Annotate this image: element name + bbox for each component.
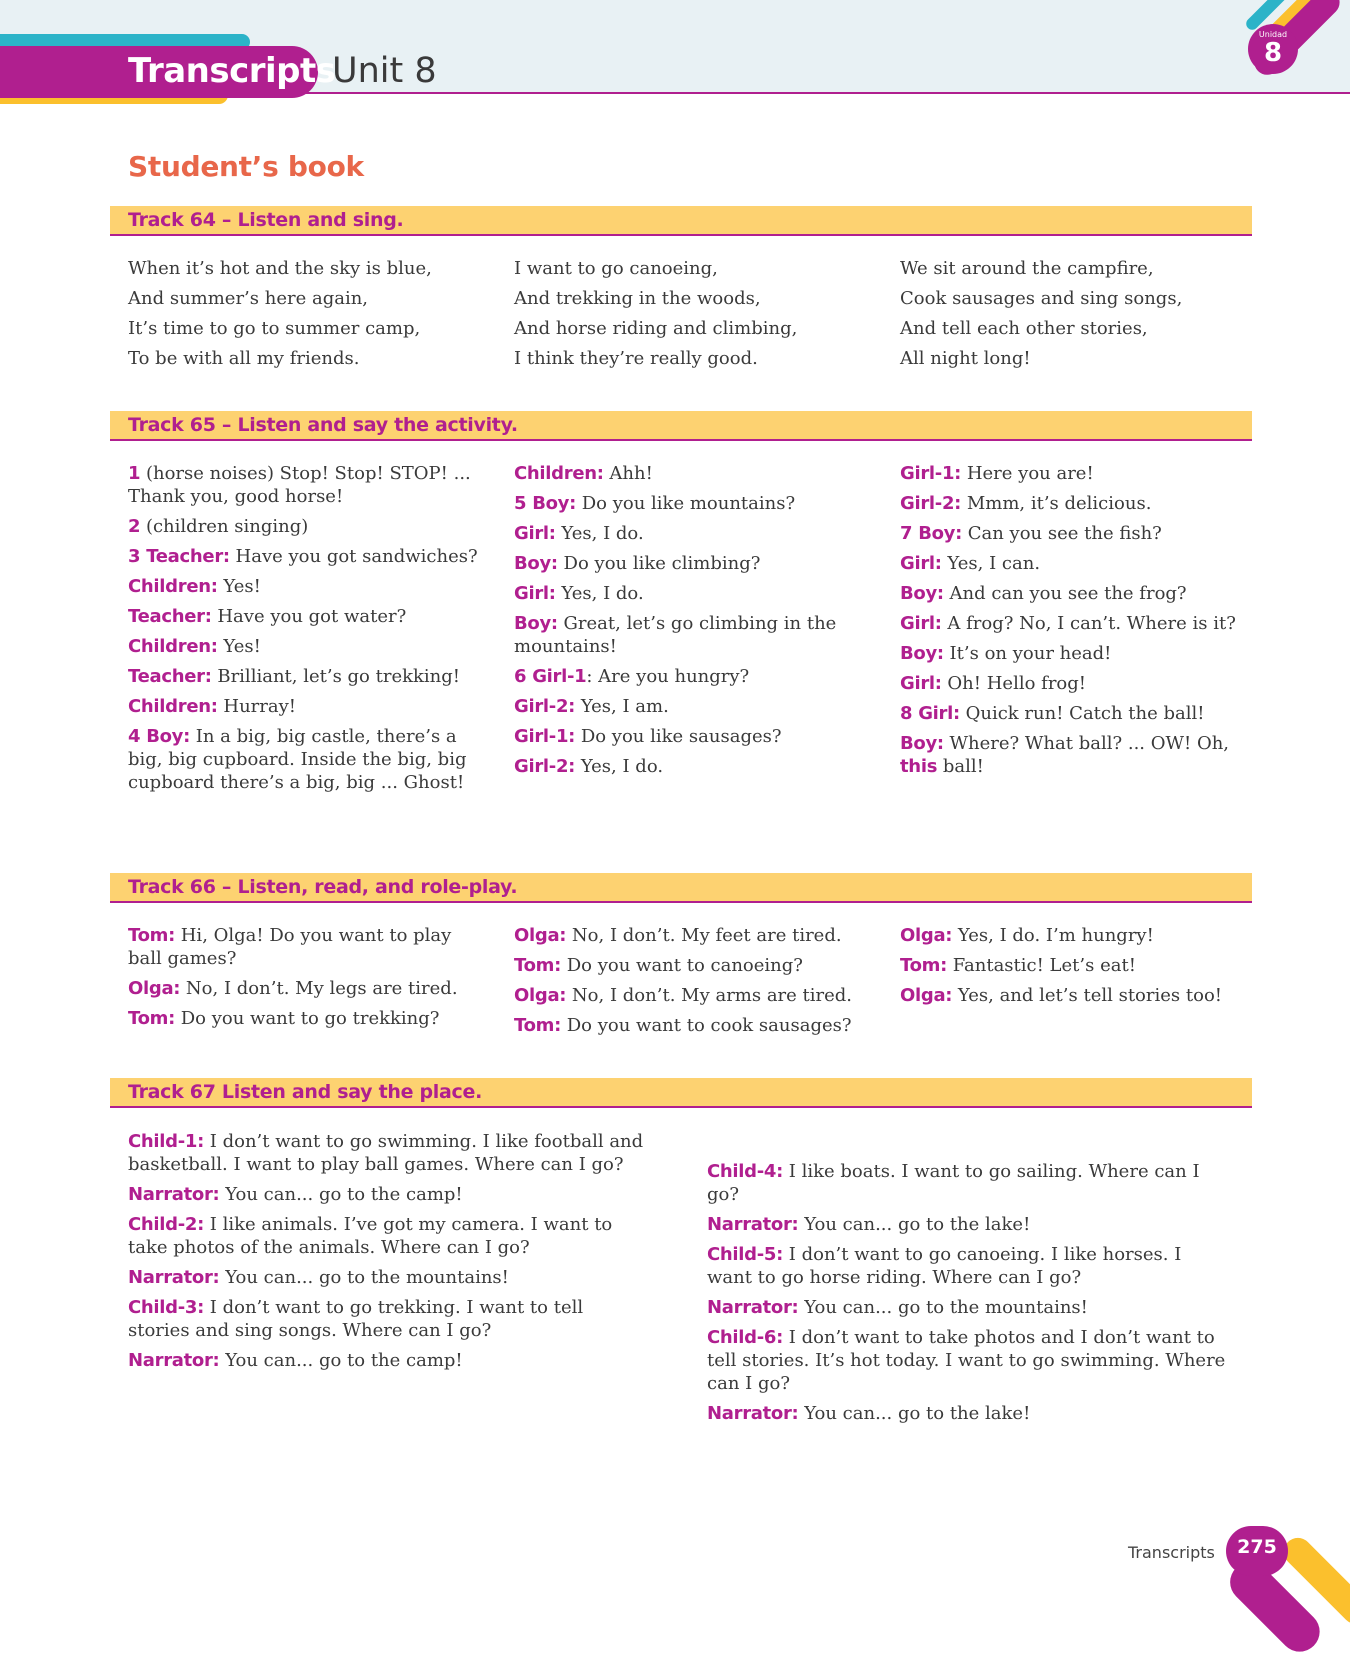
line-text: (children singing) (140, 516, 309, 537)
speaker: Narrator: (128, 1267, 220, 1288)
line-text: Yes, I am. (575, 696, 669, 717)
track-65-column-1 (128, 462, 483, 801)
dialogue-line (900, 462, 1255, 485)
track-67-column-1 (128, 1130, 648, 1379)
dialogue-line (514, 924, 869, 947)
dialogue-line (900, 612, 1255, 635)
dialogue-line (128, 695, 483, 718)
dialogue-line (900, 755, 1255, 778)
speaker: 3 Teacher: (128, 546, 230, 567)
dialogue-line (900, 924, 1255, 947)
line-text: You can... go to the camp! (219, 1350, 463, 1371)
speaker: Teacher: (128, 606, 212, 627)
dialogue-line (128, 1183, 648, 1206)
dialogue-line (900, 552, 1255, 575)
dialogue-line (707, 1402, 1227, 1425)
dialogue-line (514, 755, 869, 778)
dialogue-line (514, 695, 869, 718)
line-text: Yes, I do. I’m hungry! (952, 925, 1154, 946)
line-text: Do you like sausages? (575, 726, 782, 747)
line-text: Mmm, it’s delicious. (961, 493, 1152, 514)
speaker: 5 Boy: (514, 493, 577, 514)
line-text: : Are you hungry? (586, 666, 750, 687)
dialogue-line (128, 725, 483, 794)
line-text: I like animals. I’ve got my camera. I want to take photos of the animals. Where can I go? (128, 1214, 613, 1258)
line-text: Yes! (217, 576, 261, 597)
speaker: Boy: (900, 583, 944, 604)
dialogue-line (128, 515, 483, 538)
dialogue-line (900, 702, 1255, 725)
dialogue-line (128, 1296, 648, 1342)
line-text: I like boats. I want to go sailing. Where can I go? (707, 1161, 1200, 1205)
speaker: Children: (128, 576, 218, 597)
line-text: I don’t want to go canoeing. I like horses. I want to go horse riding. Where can I go? (707, 1244, 1182, 1288)
dialogue-line (128, 977, 483, 1000)
dialogue-line (900, 642, 1255, 665)
line-text: Here you are! (961, 463, 1094, 484)
line-text: Brilliant, let’s go trekking! (211, 666, 461, 687)
line-text: It’s on your head! (943, 643, 1112, 664)
line-text: I don’t want to go trekking. I want to tell stories and sing songs. Where can I go? (128, 1297, 584, 1341)
line-text: Fantastic! Let’s eat! (947, 955, 1136, 976)
line-text: No, I don’t. My feet are tired. (566, 925, 842, 946)
speaker: Children: (514, 463, 604, 484)
speaker: 7 Boy: (900, 523, 963, 544)
line-text: You can... go to the mountains! (798, 1297, 1088, 1318)
track-64-column-3 (900, 257, 1255, 377)
line-text: No, I don’t. My legs are tired. (180, 978, 458, 999)
song-line: All night long! (900, 348, 1031, 369)
line-text: Yes! (217, 636, 261, 657)
speaker: Girl: (900, 613, 942, 634)
song-line: And horse riding and climbing, (514, 318, 798, 339)
dialogue-line (128, 1130, 648, 1176)
dialogue-line (128, 605, 483, 628)
speaker: Girl-2: (514, 696, 576, 717)
dialogue-line (128, 635, 483, 658)
speaker: Tom: (128, 1008, 176, 1029)
speaker: Child-6: (707, 1327, 784, 1348)
speaker: Olga: (128, 978, 181, 999)
line-text: You can... go to the lake! (798, 1214, 1031, 1235)
line-text: Yes, I do. (575, 756, 664, 777)
dialogue-line (514, 552, 869, 575)
song-line: We sit around the campfire, (900, 258, 1154, 279)
speaker: 4 Boy: (128, 726, 191, 747)
line-text: I don’t want to go swimming. I like football and basketball. I want to play ball games. Where can I go? (128, 1131, 644, 1175)
line-text: Do you want to cook sausages? (561, 1015, 852, 1036)
speaker: Narrator: (128, 1350, 220, 1371)
dialogue-line (128, 924, 483, 970)
speaker: Teacher: (128, 666, 212, 687)
dialogue-line (514, 582, 869, 605)
dialogue-line (128, 462, 483, 508)
dialogue-line (128, 665, 483, 688)
dialogue-line (128, 1266, 648, 1289)
dialogue-line (514, 462, 869, 485)
track-64-title: Track 64 – Listen and sing. (128, 209, 404, 231)
dialogue-line (514, 612, 869, 658)
track-65-column-3 (900, 462, 1255, 785)
speaker: Olga: (514, 925, 567, 946)
dialogue-line (514, 665, 869, 688)
header-title: Transcripts (128, 51, 336, 91)
line-text: Great, let’s go climbing in the mountains! (514, 613, 837, 657)
track-67-title: Track 67 Listen and say the place. (128, 1081, 482, 1103)
line-text: And can you see the frog? (943, 583, 1187, 604)
line-text: You can... go to the lake! (798, 1403, 1031, 1424)
dialogue-line (514, 954, 869, 977)
line-text: No, I don’t. My arms are tired. (566, 985, 853, 1006)
dialogue-line (707, 1243, 1227, 1289)
speaker: Child-1: (128, 1131, 205, 1152)
track-66-column-3 (900, 924, 1255, 1014)
header-unit-label: Unit 8 (332, 51, 437, 91)
line-text: Where? What ball? ... OW! Oh, (943, 733, 1230, 754)
line-text: Do you like climbing? (557, 553, 761, 574)
line-text: (horse noises) Stop! Stop! STOP! ... Thank you, good horse! (128, 463, 471, 507)
line-text: I don’t want to take photos and I don’t want to tell stories. It’s hot today. I want to go swimming. Where can I go? (707, 1327, 1226, 1394)
line-text: Do you like mountains? (576, 493, 796, 514)
speaker: Girl: (900, 553, 942, 574)
dialogue-line (128, 1349, 648, 1372)
dialogue-line (900, 984, 1255, 1007)
speaker: Girl-2: (514, 756, 576, 777)
line-text: Do you want to canoeing? (561, 955, 803, 976)
song-line: I think they’re really good. (514, 348, 758, 369)
speaker: Children: (128, 696, 218, 717)
unit-badge (1248, 24, 1298, 74)
footer-label: Transcripts (1128, 1543, 1215, 1562)
line-text: In a big, big castle, there’s a big, big cupboard. Inside the big, big cupboard there’s a big, big ... Ghost! (128, 726, 467, 793)
speaker: Narrator: (707, 1214, 799, 1235)
song-line: To be with all my friends. (128, 348, 360, 369)
speaker: Girl-1: (514, 726, 576, 747)
line-text: Ahh! (603, 463, 653, 484)
speaker: Olga: (900, 925, 953, 946)
song-line: Cook sausages and sing songs, (900, 288, 1183, 309)
speaker: Boy: (514, 613, 558, 634)
speaker: Olga: (514, 985, 567, 1006)
song-line: When it’s hot and the sky is blue, (128, 258, 432, 279)
line-text: Yes, I do. (555, 523, 644, 544)
speaker: Boy: (900, 733, 944, 754)
speaker: Child-5: (707, 1244, 784, 1265)
track-66-column-1 (128, 924, 483, 1037)
track-64-header (110, 206, 1252, 236)
dialogue-line (900, 954, 1255, 977)
track-64-column-1 (128, 257, 483, 377)
line-text: You can... go to the camp! (219, 1184, 463, 1205)
line-text: Have you got sandwiches? (229, 546, 478, 567)
dialogue-line (128, 575, 483, 598)
dialogue-line (900, 732, 1255, 755)
dialogue-line (128, 1007, 483, 1030)
speaker: Children: (128, 636, 218, 657)
dialogue-line (900, 672, 1255, 695)
line-text: Yes, I do. (555, 583, 644, 604)
dialogue-line (514, 984, 869, 1007)
unit-badge-label: Unidad (1258, 30, 1288, 39)
speaker: Child-2: (128, 1214, 205, 1235)
line-text: Have you got water? (211, 606, 407, 627)
line-text: A frog? No, I can’t. Where is it? (941, 613, 1236, 634)
section-title: Student’s book (128, 150, 364, 183)
dialogue-line (900, 492, 1255, 515)
song-line: And trekking in the woods, (514, 288, 761, 309)
track-64-column-2 (514, 257, 869, 377)
page-number: 275 (1226, 1526, 1288, 1576)
dialogue-line (707, 1296, 1227, 1319)
speaker: Narrator: (128, 1184, 220, 1205)
speaker: 6 Girl-1 (514, 666, 587, 687)
speaker: Child-3: (128, 1297, 205, 1318)
line-text: Oh! Hello frog! (941, 673, 1087, 694)
dialogue-line (514, 522, 869, 545)
line-text: You can... go to the mountains! (219, 1267, 509, 1288)
speaker: Boy: (900, 643, 944, 664)
unit-badge-number: 8 (1263, 38, 1283, 68)
speaker: Child-4: (707, 1161, 784, 1182)
track-67-column-2 (707, 1160, 1227, 1432)
dialogue-line (707, 1213, 1227, 1236)
track-65-title: Track 65 – Listen and say the activity. (128, 414, 518, 436)
speaker: Olga: (900, 985, 953, 1006)
line-text: Hurray! (217, 696, 297, 717)
emphasis: this (900, 756, 938, 777)
dialogue-line (514, 492, 869, 515)
line-text: Hi, Olga! Do you want to play ball games? (128, 925, 452, 969)
speaker: 2 (128, 516, 141, 537)
song-line: I want to go canoeing, (514, 258, 718, 279)
speaker: Girl: (514, 583, 556, 604)
speaker: Tom: (128, 925, 176, 946)
line-text: Can you see the fish? (962, 523, 1162, 544)
speaker: Tom: (514, 1015, 562, 1036)
speaker: Girl: (900, 673, 942, 694)
speaker: Girl: (514, 523, 556, 544)
dialogue-line (707, 1326, 1227, 1395)
song-line: And tell each other stories, (900, 318, 1148, 339)
line-text: Yes, I can. (941, 553, 1041, 574)
speaker: Tom: (900, 955, 948, 976)
line-text: Yes, and let’s tell stories too! (952, 985, 1223, 1006)
dialogue-line (514, 1014, 869, 1037)
speaker: Girl-2: (900, 493, 962, 514)
track-67-header (110, 1078, 1252, 1108)
song-line: It’s time to go to summer camp, (128, 318, 421, 339)
dialogue-line (707, 1160, 1227, 1206)
track-66-column-2 (514, 924, 869, 1044)
track-65-header (110, 411, 1252, 441)
speaker: Narrator: (707, 1403, 799, 1424)
dialogue-line (128, 545, 483, 568)
dialogue-line (514, 725, 869, 748)
line-text: Do you want to go trekking? (175, 1008, 440, 1029)
song-line: And summer’s here again, (128, 288, 369, 309)
speaker: Tom: (514, 955, 562, 976)
speaker: Girl-1: (900, 463, 962, 484)
speaker: 8 Girl: (900, 703, 960, 724)
speaker: Narrator: (707, 1297, 799, 1318)
dialogue-line (900, 522, 1255, 545)
line-text: Quick run! Catch the ball! (959, 703, 1205, 724)
track-65-column-2 (514, 462, 869, 785)
speaker: 1 (128, 463, 141, 484)
track-66-header (110, 873, 1252, 903)
dialogue-line (900, 582, 1255, 605)
dialogue-line (128, 1213, 648, 1259)
line-text: ball! (937, 756, 984, 777)
track-66-title: Track 66 – Listen, read, and role-play. (128, 876, 518, 898)
speaker: Boy: (514, 553, 558, 574)
